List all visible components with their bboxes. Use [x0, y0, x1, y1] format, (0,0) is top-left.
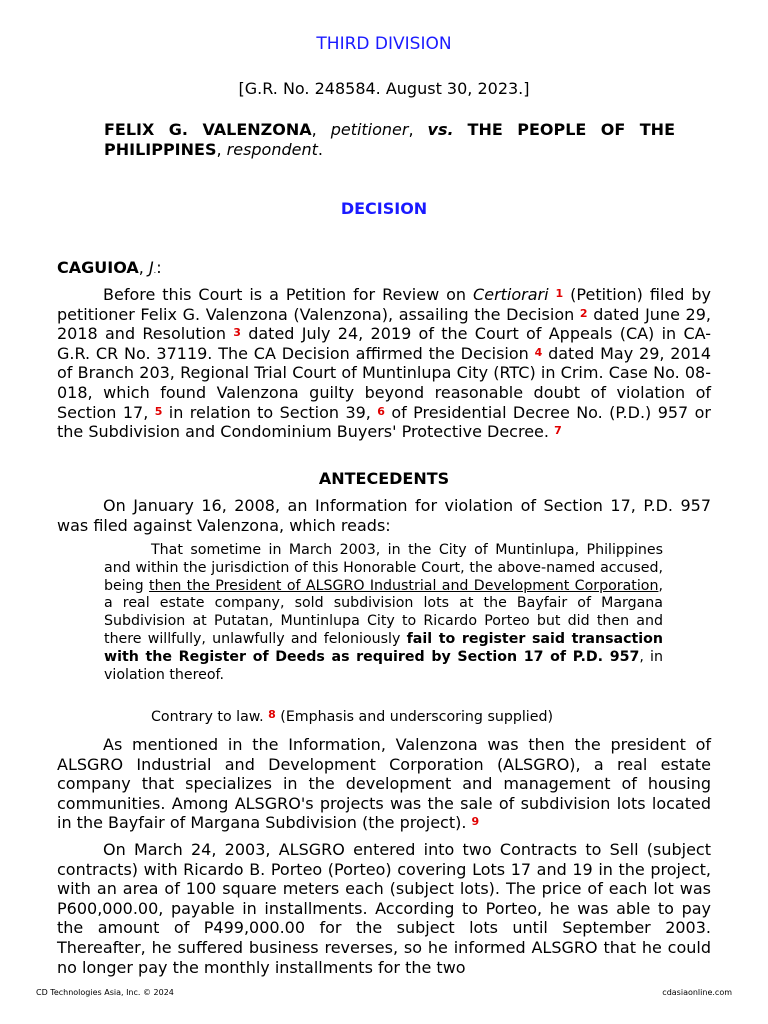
antecedents-heading: ANTECEDENTS: [318, 469, 450, 488]
petitioner-role: petitioner: [330, 120, 409, 139]
paragraph-4: On March 24, 2003, ALSGRO entered into two Contracts to Sell (subject contracts) with Ricardo B. Porteo (Porteo) covering Lots 17 and 19 in the project, with an area of 100 square meters each (subject lots). The price of each lot was P600,000.00, payable in installments. According to Porteo, he was able to pay the amount of P499,000.00 for the subject lots until September 2003. Thereafter, he suffered business reverses, so he informed ALSGRO that he could no longer pay the monthly installments for the two: [57, 840, 711, 977]
ponente-title: J: [148, 258, 154, 277]
footnote-link-7[interactable]: 7: [554, 424, 562, 438]
footnote-link-1[interactable]: 1: [555, 287, 564, 300]
footnote-link-3[interactable]: 3: [233, 326, 241, 340]
information-quote: That sometime in March 2003, in the City of Muntinlupa, Philippines and within the jurisdiction of this Honorable Court, the above-named accused, being then the President of ALSGRO Industrial and Development Corporation, a real estate company, sold subdivision lots at the Bayfair of Margana Subdivision at Putatan, Muntinlupa City to Ricardo Porteo but did then and there willfully, unlawfully and feloniously fail to register said transaction with the Register of Deeds as required by Section 17 of P.D. 957, in violation thereof.: [104, 542, 663, 683]
footnote-link-8[interactable]: 8: [268, 708, 276, 721]
footnote-link-4[interactable]: 4: [534, 345, 543, 359]
footer-site: cdasiaonline.com: [662, 988, 732, 997]
ponente-name: CAGUIOA: [57, 258, 139, 277]
footnote-link-5[interactable]: 5: [154, 404, 163, 418]
quote-bold: fail to register said transaction with the Register of Deeds as required by Section 17 of P.D. 957: [104, 630, 663, 665]
petitioner-name: FELIX G. VALENZONA: [104, 120, 312, 139]
respondent-name: THE PEOPLE OF THE PHILIPPINES: [104, 120, 676, 159]
contrary-to-law: Contrary to law. $^8$ (Emphasis and underscoring supplied): [151, 708, 553, 725]
paragraph-2: On January 16, 2008, an Information for violation of Section 17, P.D. 957 was filed against Valenzona, which reads:: [57, 496, 711, 535]
paragraph-1: Before this Court is a Petition for Review on Certiorari $^1$ (Petition) filed by petitioner Felix G. Valenzona (Valenzona), assailing the Decision $^2$ dated June 29, 2018 and Resolution $^3$ dated July 24, 2019 of the Court of Appeals (CA) in CA-G.R. CR No. 37119. The CA Decision affirmed the Decision $^4$ dated May 29, 2014 of Branch 203, Regional Trial Court of Muntinlupa City (RTC) in Crim. Case No. 08-018, which found Valenzona guilty beyond reasonable doubt of violation of Section 17, $^5$ in relation to Section 39, $^6$ of Presidential Decree No. (P.D.) 957 or the Subdivision and Condominium Buyers' Protective Decree. $^7$: [57, 285, 712, 442]
versus: vs.: [427, 120, 454, 139]
respondent-role: respondent: [226, 140, 318, 159]
decision-heading: DECISION: [340, 199, 428, 218]
ponente: CAGUIOA, J.:: [57, 258, 162, 277]
footer-copyright: CD Technologies Asia, Inc. © 2024: [36, 988, 174, 997]
ponente-suffix: :: [156, 258, 162, 277]
case-number: [G.R. No. 248584. August 30, 2023.]: [238, 79, 530, 98]
footnote-link-6[interactable]: 6: [377, 404, 385, 418]
footnote-link-2[interactable]: 2: [579, 306, 588, 320]
division-heading: THIRD DIVISION: [316, 34, 452, 54]
case-parties: FELIX G. VALENZONA, petitioner, vs. THE PEOPLE OF THE PHILIPPINES, respondent.: [104, 120, 676, 159]
certiorari-term: Certiorari: [473, 285, 549, 304]
paragraph-3: As mentioned in the Information, Valenzona was then the president of ALSGRO Industrial and Development Corporation (ALSGRO), a real estate company that specializes in the development and management of housing communities. Among ALSGRO's projects was the sale of subdivision lots located in the Bayfair of Margana Subdivision (the project). $^9$: [57, 735, 711, 833]
footnote-link-9[interactable]: 9: [471, 815, 480, 829]
quote-underlined: then the President of ALSGRO Industrial and Development Corporation: [149, 577, 659, 594]
